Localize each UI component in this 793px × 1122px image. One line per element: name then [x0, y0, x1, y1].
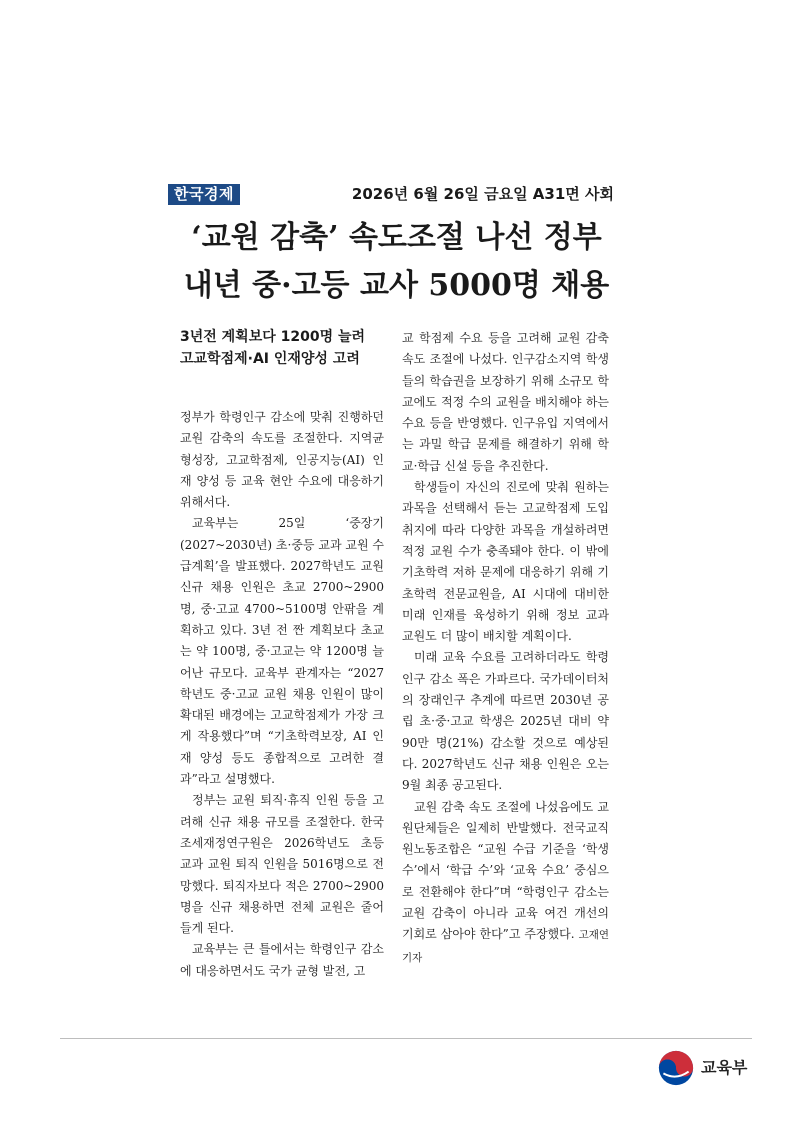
- article-paragraph: 미래 교육 수요를 고려하더라도 학령인구 감소 폭은 가파르다. 국가데이터처의 장래인구 추계에 따르면 2030년 공립 초·중·고교 학생은 2025년 대비 약 90만 명(21%) 감소할 것으로 예상된다. 2027학년도 신규 채용 인원은 오는 9월 최종 공고된다.: [402, 650, 609, 793]
- article-paragraph: 정부가 학령인구 감소에 맞춰 진행하던 교원 감축의 속도를 조절한다. 지역균형성장, 고교학점제, 인공지능(AI) 인재 양성 등 교육 현안 수요에 대응하기 위해서다.: [180, 410, 384, 510]
- dateline: 2026년 6월 26일 금요일 A31면 사회: [351, 185, 614, 203]
- subheadline-line-2: 고교학점제·AI 인재양성 고려: [180, 351, 360, 367]
- article-paragraph: [402, 797, 609, 969]
- byline: 고재연 기자: [402, 929, 609, 964]
- taegeuk-emblem-icon: [658, 1050, 694, 1086]
- masthead: [168, 184, 614, 206]
- article-paragraph: 학생들이 자신의 진로에 맞춰 원하는 과목을 선택해서 듣는 고교학점제 도입 취지에 따라 다양한 과목을 개설하려면 적정 교원 수가 충족돼야 한다. 이 밖에 기초학력 저하 문제에 대응하기 위해 기초학력 전문교원을, AI 시대에 대비한 미래 인재를 육성하기 위해 정보 교과 교원도 더 많이 배치할 계획이다.: [402, 480, 609, 644]
- article-paragraph: 교육부는 큰 틀에서는 학령인구 감소에 대응하면서도 국가 균형 발전, 고: [180, 942, 384, 978]
- subheadline: [180, 326, 390, 370]
- footer-divider: [60, 1038, 752, 1039]
- article-paragraph: 정부는 교원 퇴직·휴직 인원 등을 고려해 신규 채용 규모를 조절한다. 한국조세재정연구원은 2026학년도 초등 교과 교원 퇴직 인원을 5016명으로 전망했다. 퇴직자보다 적은 2700~2900명을 신규 채용하면 전체 교원은 줄어들게 된다.: [180, 793, 384, 936]
- headline-line-2: 내년 중·고등 교사 5000명 채용: [183, 268, 610, 303]
- newspaper-logo: 한국경제: [168, 184, 240, 205]
- subheadline-line-1: 3년전 계획보다 1200명 늘려: [180, 329, 366, 345]
- article-column-left: [180, 407, 384, 982]
- article-paragraph: 교육부는 25일 ‘중장기(2027~2030년) 초·중등 교과 교원 수급계획’을 발표했다. 2027학년도 교원 신규 채용 인원은 초교 2700~2900명, 중·고교 4700~5100명 안팎을 계획하고 있다. 3년 전 짠 계획보다 초교는 약 100명, 중·고교는 약 1200명 늘어난 규모다. 교육부 관계자는 “2027학년도 중·고교 교원 채용 인원이 많이 확대된 배경에는 고교학점제가 가장 크게 작용했다”며 “기초학력보장, AI 인재 양성 등도 종합적으로 고려한 결과”라고 설명했다.: [180, 516, 384, 787]
- headline: [0, 214, 793, 310]
- article-column-right: [402, 328, 609, 969]
- article-paragraph-text: 교원 감축 속도 조절에 나섰음에도 교원단체들은 일제히 반발했다. 전국교직원노동조합은 “교원 수급 기준을 ‘학생 수’에서 ‘학급 수’와 ‘교육 수요’ 중심으로 전환해야 한다”며 “학령인구 감소는 교원 감축이 아니라 교육 여건 개선의 기회로 삼아야 한다”고 주장했다.: [402, 799, 609, 942]
- headline-line-1: ‘교원 감축’ 속도조절 나선 정부: [191, 220, 602, 255]
- ministry-name: 교육부: [701, 1058, 748, 1077]
- article-paragraph: 교 학점제 수요 등을 고려해 교원 감축 속도 조절에 나섰다. 인구감소지역 학생들의 학습권을 보장하기 위해 소규모 학교에도 적정 수의 교원을 배치해야 하는 수요 등을 반영했다. 인구유입 지역에서는 과밀 학급 문제를 해결하기 위해 학교·학급 신설 등을 추진한다.: [402, 331, 609, 473]
